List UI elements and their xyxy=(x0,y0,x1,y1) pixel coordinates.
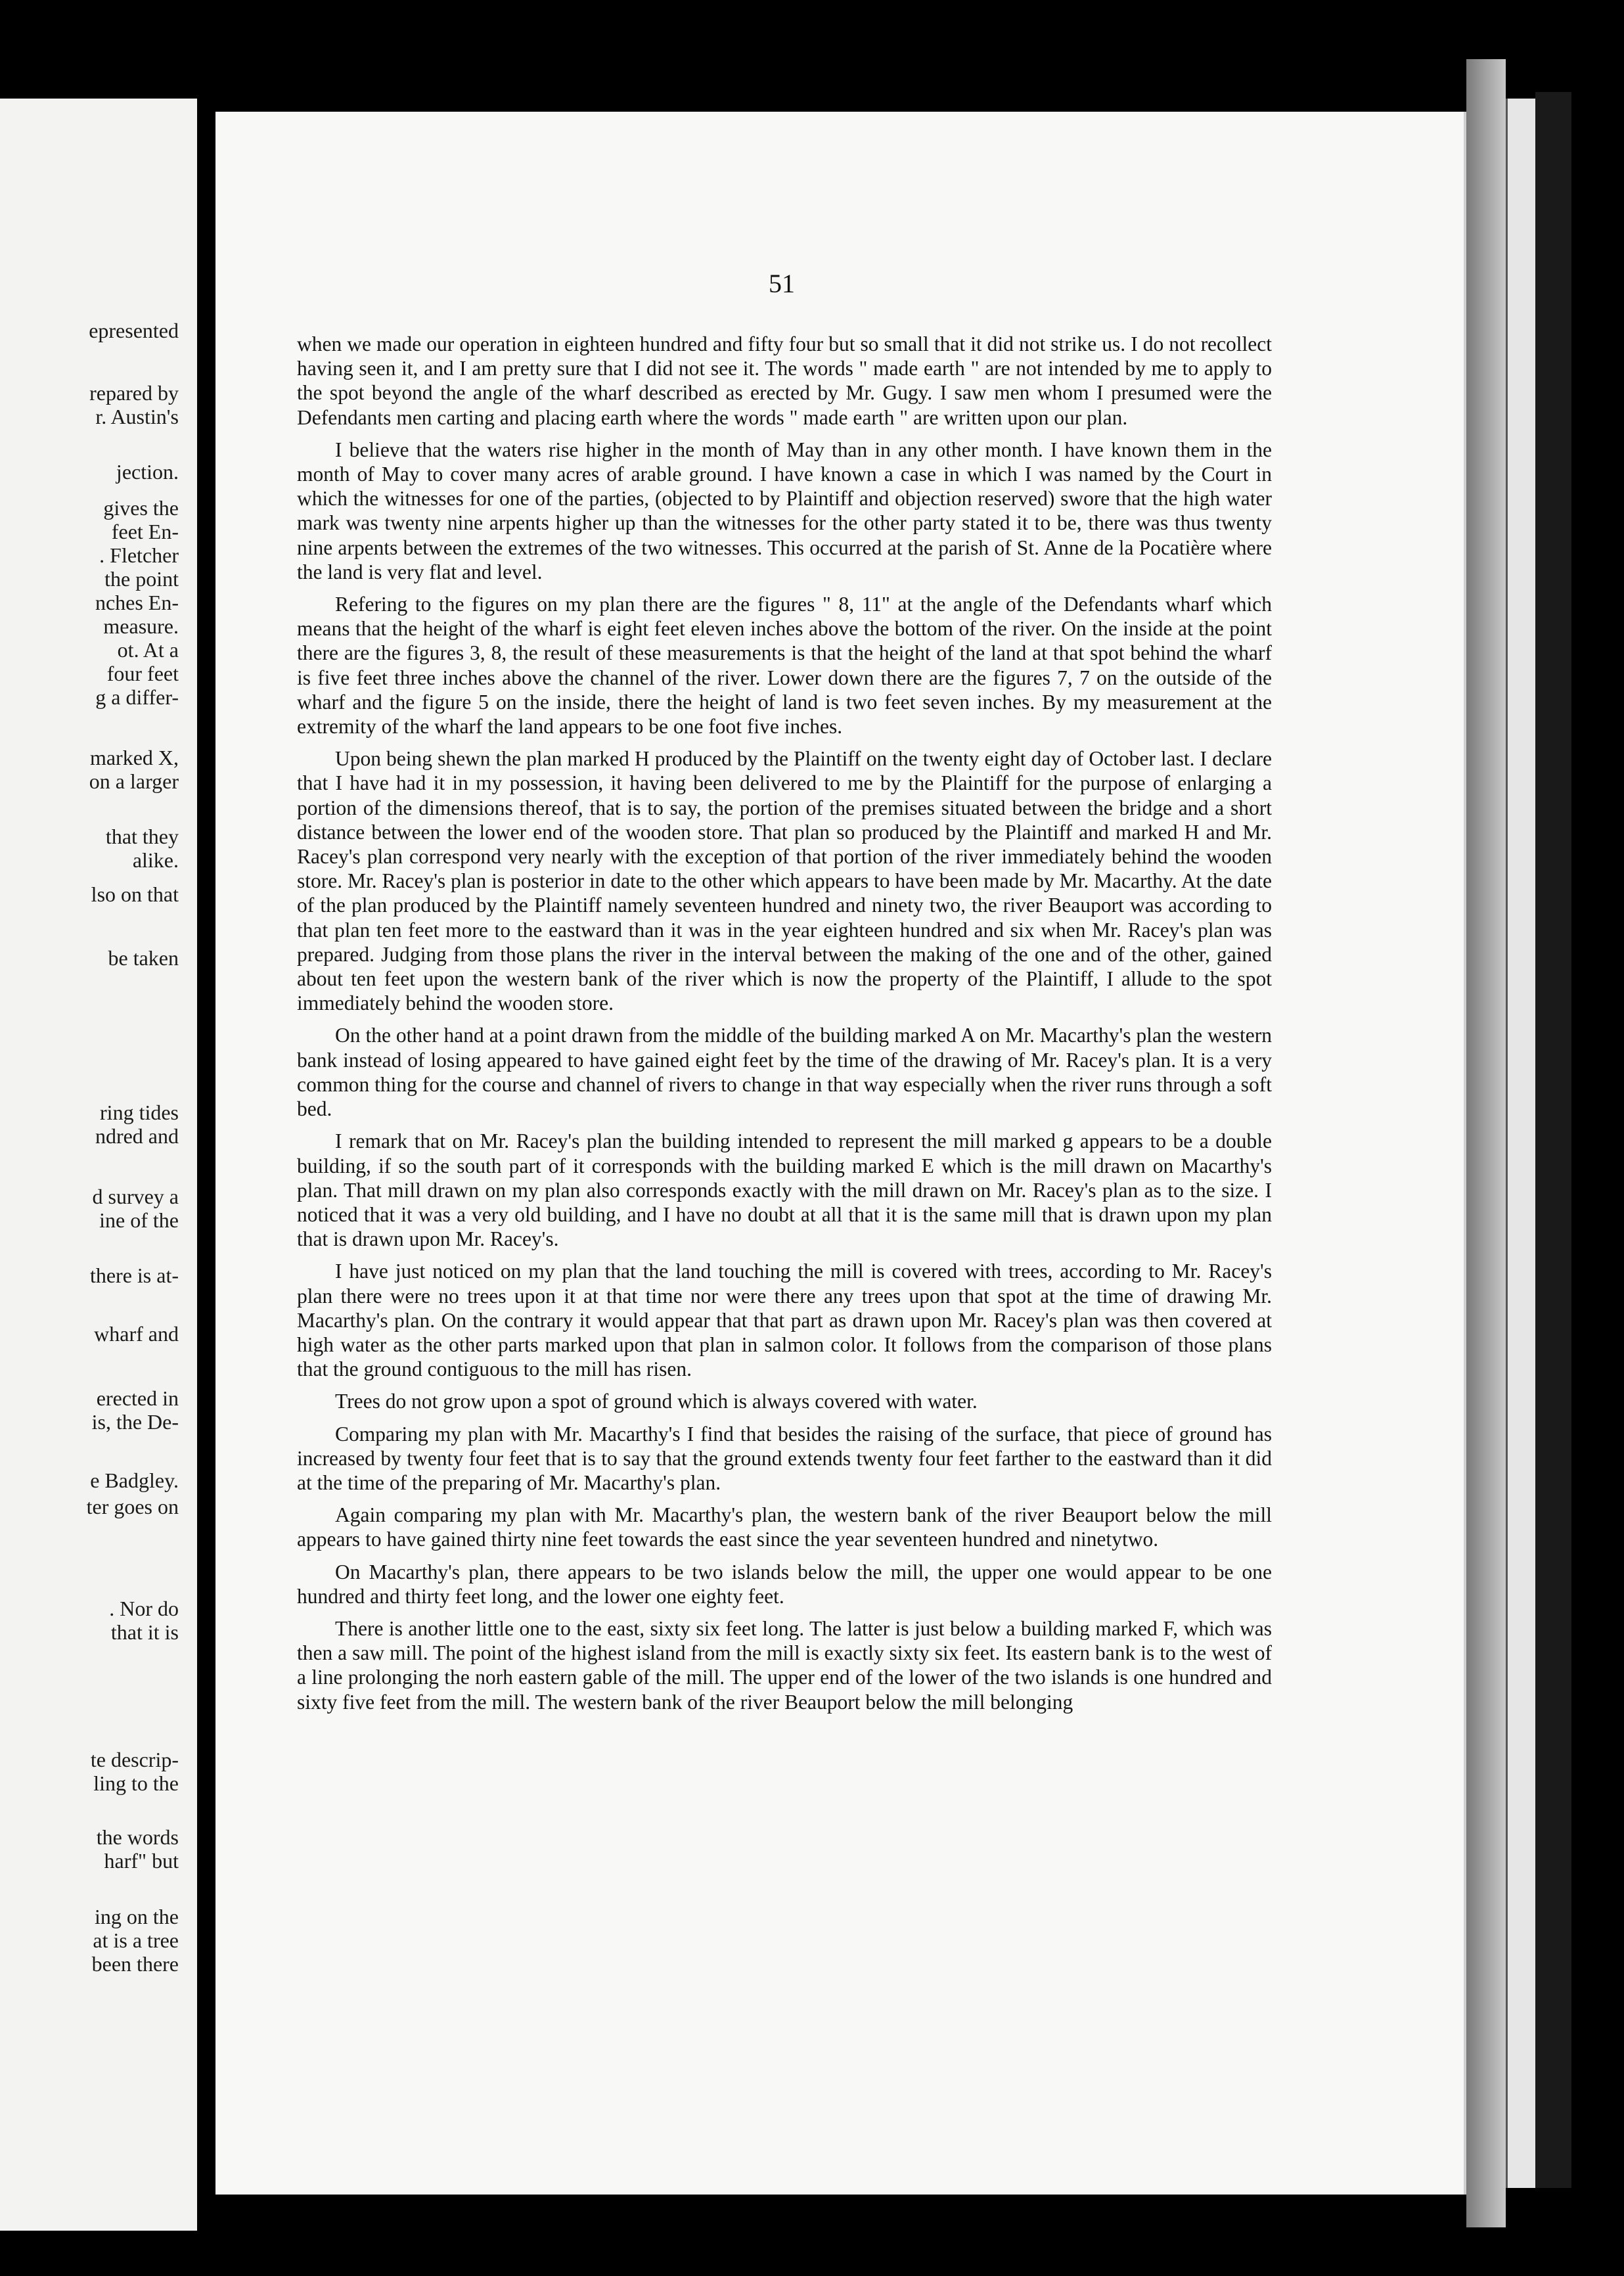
facing-page-line: harf" but xyxy=(104,1849,179,1873)
facing-page-line: ine of the xyxy=(99,1208,179,1232)
facing-page-line: that it is xyxy=(110,1620,179,1644)
facing-page-line: epresented xyxy=(89,319,179,342)
facing-page-line: ling to the xyxy=(93,1771,179,1795)
paragraph: I have just noticed on my plan that the land touching the mill is covered with trees, according to Mr. Racey's plan there were no trees upon it at that time nor were there any trees upon that spot at the time of drawing Mr. Macarthy's plan. On the contrary it would appear that that part as drawn upon Mr. Racey's plan was then covered at high water as the other parts marked upon that plan in salmon color. It follows from the comparison of those plans that the ground contiguous to the mill has risen. xyxy=(297,1260,1272,1381)
facing-page-line: te descrip- xyxy=(90,1748,179,1771)
paragraph: I believe that the waters rise higher in the month of May than in any other month. I have known them in the month of May to cover many acres of arable ground. I have known a case in which I was named by the Court in which the witnesses for one of the parties, (objected to by Plaintiff and objection reserved) swore that the high water mark was twenty nine arpents higher up than the witnesses for the other party stated it to be, there was thus twenty nine arpents between the extremes of the two witnesses. This occurred at the parish of St. Anne de la Pocatière where the land is very flat and level. xyxy=(297,438,1272,583)
facing-page-line: ter goes on xyxy=(86,1495,179,1518)
facing-page-line: ing on the xyxy=(95,1905,179,1928)
facing-page-line: ndred and xyxy=(95,1124,179,1148)
facing-page-line: alike. xyxy=(132,848,179,872)
facing-page-line: e Badgley. xyxy=(90,1468,179,1492)
facing-page-line: gives the xyxy=(103,496,179,520)
facing-page-line: the words xyxy=(96,1825,179,1849)
facing-page-line: repared by xyxy=(89,381,179,405)
facing-page-line: been there xyxy=(91,1952,179,1976)
facing-page-line: r. Austin's xyxy=(95,405,179,428)
facing-page-line: feet En- xyxy=(111,520,179,543)
facing-page-line: on a larger xyxy=(89,769,179,793)
body-text xyxy=(297,332,1272,1718)
paragraph: Trees do not grow upon a spot of ground which is always covered with water. xyxy=(335,1390,978,1413)
facing-page-line: . Fletcher xyxy=(99,543,179,567)
facing-page-line: that they xyxy=(105,825,179,848)
page-edge xyxy=(1535,92,1571,2188)
paragraph: Comparing my plan with Mr. Macarthy's I find that besides the raising of the surface, that piece of ground has increased by twenty four feet that is to say that the ground extends twenty four feet farther to the eastward than it did at the time of the preparing of Mr. Macarthy's plan. xyxy=(297,1422,1272,1494)
paragraph: There is another little one to the east, sixty six feet long. The latter is just below a building marked F, which was then a saw mill. The point of the highest island from the mill is exactly sixty six feet. Its eastern bank is to the west of a line prolonging the norh eastern gable of the mill. The upper end of the lower of the two islands is one hundred and sixty five feet from the mill. The western bank of the river Beauport below the mill belonging xyxy=(297,1616,1272,1714)
facing-page-line: ot. At a xyxy=(117,638,179,662)
facing-page-line: marked X, xyxy=(89,746,179,769)
paragraph: Again comparing my plan with Mr. Macarthy's plan, the western bank of the river Beauport below the mill appears to have gained thirty nine feet towards the east since the year seventeen hundred and ninetytwo. xyxy=(297,1503,1272,1551)
facing-page-line: there is at- xyxy=(89,1263,179,1287)
facing-page-line: is, the De- xyxy=(91,1410,179,1434)
facing-page-line: be taken xyxy=(108,946,179,970)
facing-page-line: ring tides xyxy=(100,1101,179,1124)
paragraph: Upon being shewn the plan marked H produced by the Plaintiff on the twenty eight day of October last. I declare that I have had it in my possession, it having been delivered to me by the Plaintiff for the purpose of enlarging a portion of the dimensions thereof, that is to say, the portion of the premises situated between the bridge and a short distance between the lower end of the wooden store. That plan so produced by the Plaintiff and marked H and Mr. Racey's plan correspond very nearly with the exception of that portion of the river immediately behind the wooden store. Mr. Racey's plan is posterior in date to the other which appears to have been made by Mr. Macarthy. At the date of the plan produced by the Plaintiff namely seventeen hundred and ninety two, the river Beauport was according to that plan ten feet more to the eastward than it was in the year eighteen hundred and six when Mr. Racey's plan was prepared. Judging from those plans the river in the interval between the making of the one and of the other, gained about ten feet upon the western bank of the river which is now the property of the Plaintiff, I allude to the spot immediately behind the wooden store. xyxy=(297,747,1272,1015)
facing-page-line: d survey a xyxy=(92,1185,179,1208)
facing-page-line: . Nor do xyxy=(109,1597,179,1620)
page-edge xyxy=(1506,99,1537,2188)
facing-page-line: wharf and xyxy=(94,1322,179,1346)
facing-page-line: the point xyxy=(104,567,179,591)
page-number: 51 xyxy=(769,269,795,298)
paragraph: On the other hand at a point drawn from the middle of the building marked A on Mr. Macarthy's plan the western bank instead of losing appeared to have gained eight feet by the time of the drawing of Mr. Racey's plan. It is a very common thing for the course and channel of rivers to change in that way especially when the river runs through a soft bed. xyxy=(297,1024,1272,1121)
facing-page-line: g a differ- xyxy=(95,685,179,709)
facing-page-line: erected in xyxy=(96,1386,179,1410)
paragraph: Refering to the figures on my plan there are the figures " 8, 11" at the angle of the Defendants wharf which means that the height of the wharf is eight feet eleven inches above the bottom of the river. On the inside at the point there are the figures 3, 8, the result of these measurements is that the height of the land at that spot behind the wharf is five feet three inches above the channel of the river. Lower down there are the figures 7, 7 on the outside of the wharf and the figure 5 on the inside, there the height of land is two feet seven inches. By my measurement at the extremity of the wharf the land appears to be one foot five inches. xyxy=(297,593,1272,739)
facing-page-line: nches En- xyxy=(95,591,179,614)
paragraph: On Macarthy's plan, there appears to be two islands below the mill, the upper one would appear to be one hundred and thirty feet long, and the lower one eighty feet. xyxy=(297,1560,1272,1608)
page-edge xyxy=(1466,59,1506,2227)
facing-page-line: at is a tree xyxy=(93,1928,179,1952)
paragraph: I remark that on Mr. Racey's plan the building intended to represent the mill marked g appears to be a double building, if so the south part of it corresponds with the building marked E which is the mill drawn on Macarthy's plan. That mill drawn on my plan also corresponds exactly with the mill drawn on Mr. Racey's plan as to the size. I noticed that it was a very old building, and I have no doubt at all that it is the same mill that is drawn upon my plan that is drawn upon Mr. Racey's. xyxy=(297,1129,1272,1251)
facing-page-line: measure. xyxy=(103,614,179,638)
paragraph: when we made our operation in eighteen hundred and fifty four but so small that it did not strike us. I do not recollect having seen it, and I am pretty sure that I did not see it. The words " made earth " are not intended by me to apply to the spot beyond the angle of the wharf described as erected by Mr. Gugy. I saw men whom I presumed were the Defendants men carting and placing earth where the words " made earth " are written upon our plan. xyxy=(297,332,1272,429)
facing-page-line: jection. xyxy=(116,460,179,484)
facing-page xyxy=(0,99,197,2231)
facing-page-line: lso on that xyxy=(91,882,179,906)
facing-page-line: four feet xyxy=(106,662,179,685)
book-gutter xyxy=(197,0,215,2276)
